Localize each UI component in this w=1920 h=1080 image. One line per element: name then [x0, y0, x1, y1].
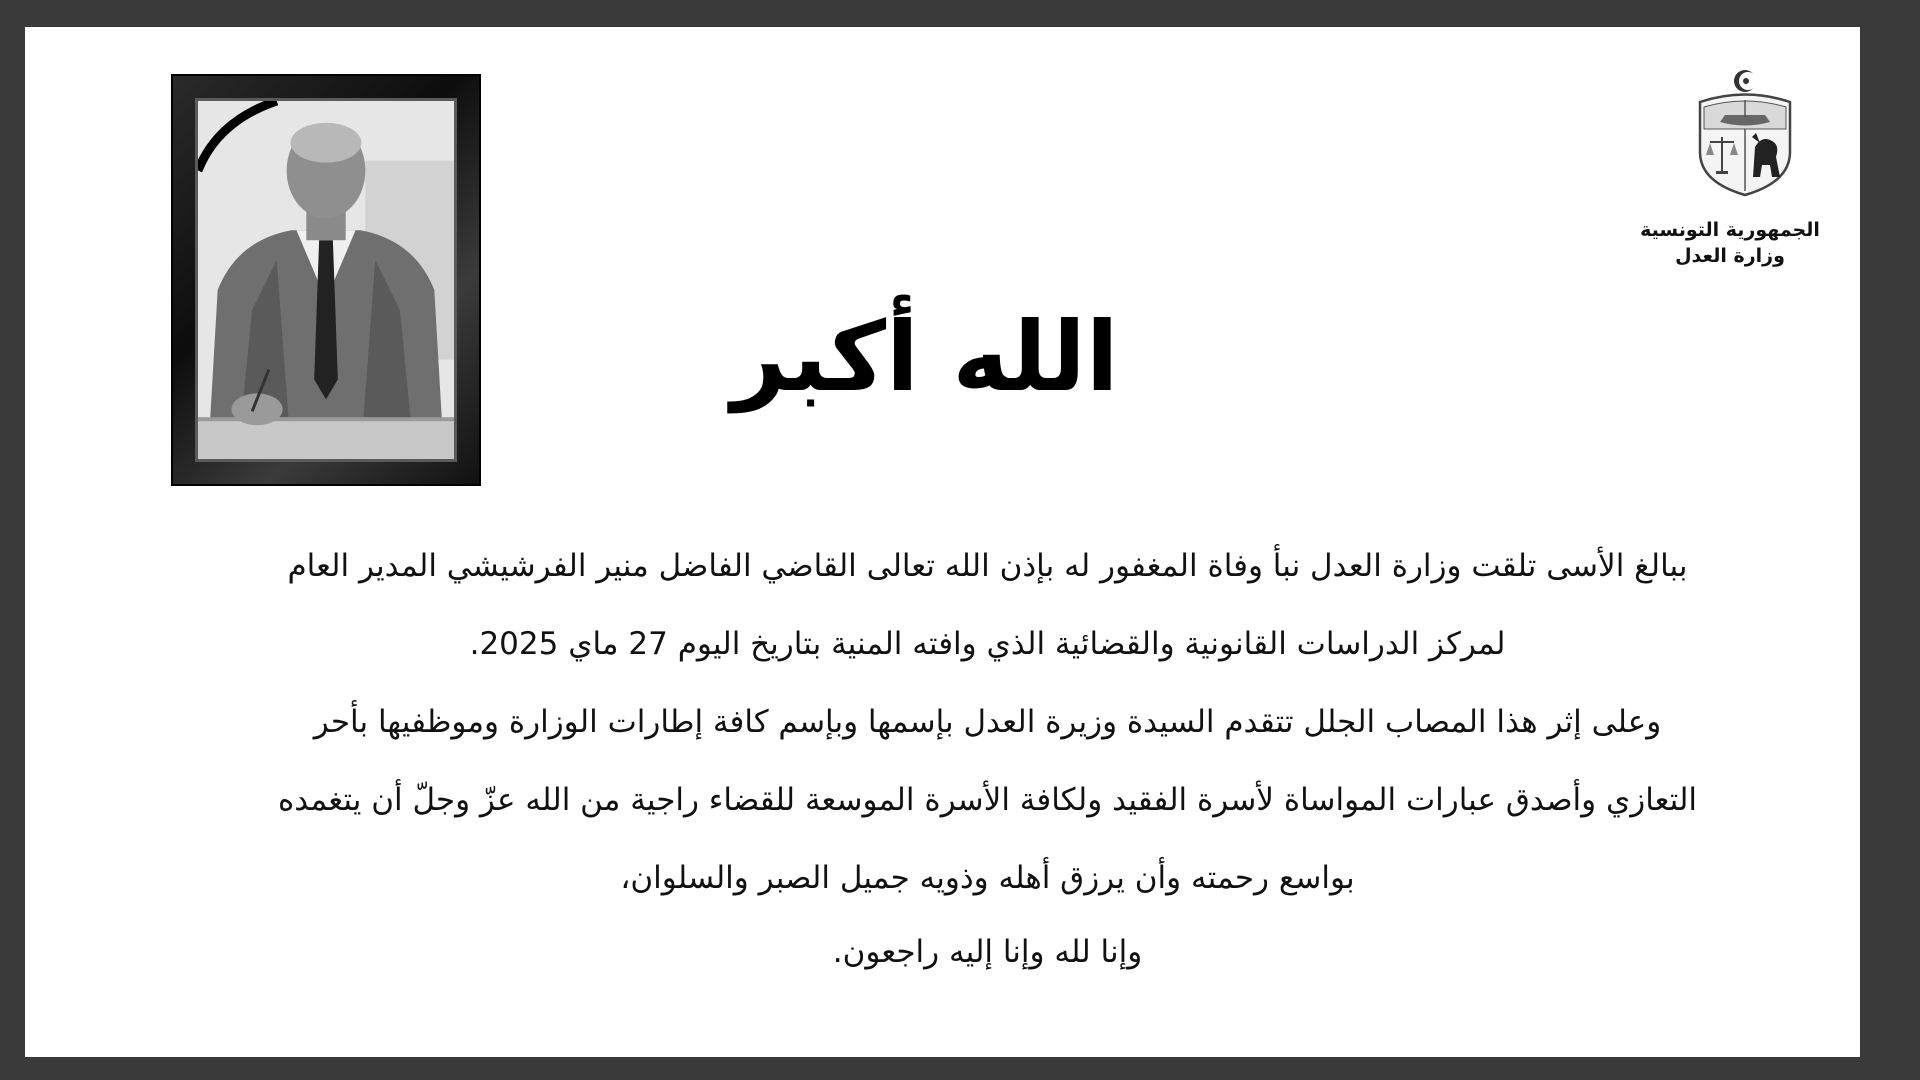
- portrait-photo: [195, 98, 457, 462]
- page-title: الله أكبر: [731, 301, 1119, 413]
- condolence-message: [205, 527, 1770, 987]
- message-line: ببالغ الأسى تلقت وزارة العدل نبأ وفاة المغفور له بإذن الله تعالى القاضي الفاضل منير الفرشيشي المدير العام: [287, 548, 1688, 584]
- message-line: بواسع رحمته وأن يرزق أهله وذويه جميل الصبر والسلوان،: [620, 860, 1355, 896]
- message-line: وعلى إثر هذا المصاب الجلل تتقدم السيدة وزيرة العدل بإسمها وبإسم كافة إطارات الوزارة وموظفيها بأحر: [313, 704, 1662, 740]
- country-name: الجمهورية التونسية: [1640, 219, 1820, 241]
- ministry-header: [1630, 217, 1830, 269]
- message-line: التعازي وأصدق عبارات المواساة لأسرة الفقيد ولكافة الأسرة الموسعة للقضاء راجية من الله عزّ وجلّ أن يتغمده: [277, 782, 1698, 818]
- tunisia-coat-of-arms-icon: [1690, 67, 1800, 197]
- portrait-frame: [171, 74, 481, 486]
- message-line: وإنا لله وإنا إليه راجعون.: [832, 934, 1143, 970]
- ministry-name: وزارة العدل: [1675, 245, 1785, 267]
- message-line: لمركز الدراسات القانونية والقضائية الذي وافته المنية بتاريخ اليوم 27 ماي 2025.: [469, 626, 1506, 662]
- condolence-card: [25, 27, 1860, 1057]
